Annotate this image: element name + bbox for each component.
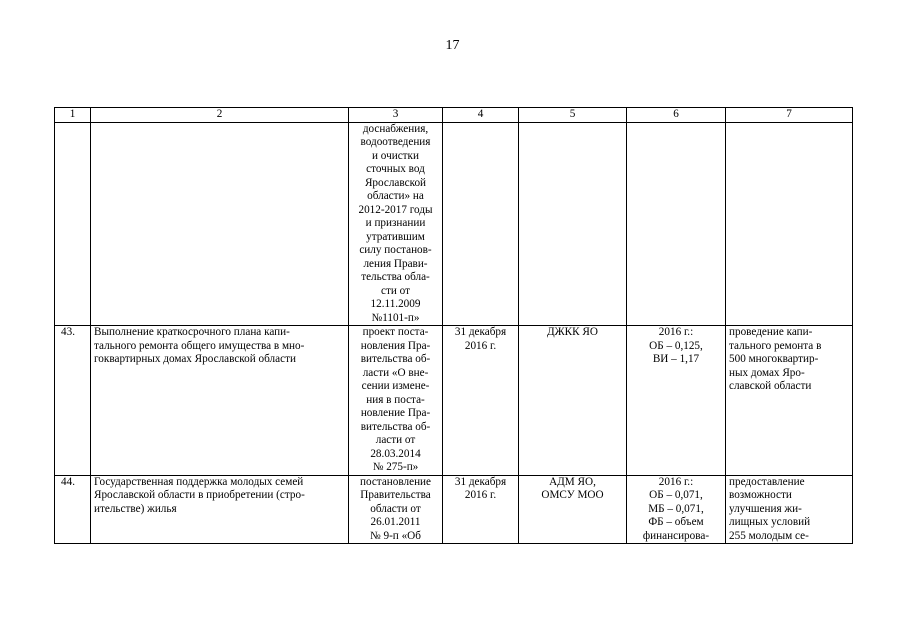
table-row-44	[55, 475, 853, 544]
executor-cell: АДМ ЯО, ОМСУ МОО	[519, 475, 627, 544]
continuation-document-cell: доснабжения, водоотведения и очистки сточных вод Ярославской области» на 2012-2017 годы и признании утратившим силу постанов- ления Прави- тельства обла- сти от 12.11.2009 №1101-п»	[349, 122, 443, 326]
page-number: 17	[445, 38, 460, 53]
finance-cell: 2016 г.: ОБ – 0,071, МБ – 0,071, ФБ – объем финансирова-	[627, 475, 726, 544]
measure-name-cell: Государственная поддержка молодых семей Ярославской области в приобретении (стро- ительстве) жилья	[91, 475, 349, 544]
result-cell: проведение капи- тального ремонта в 500 многоквартир- ных домах Яро- славской области	[726, 326, 853, 476]
document-cell: проект поста- новления Пра- вительства об- ласти «О вне- сении измене- ния в поста- новление Пра- вительства об- ласти от 28.03.2014 № 275-п»	[349, 326, 443, 476]
header-col-1: 1	[55, 108, 91, 123]
header-col-2: 2	[91, 108, 349, 123]
deadline-cell: 31 декабря 2016 г.	[443, 475, 519, 544]
result-cell: предоставление возможности улучшения жи- лищных условий 255 молодым се-	[726, 475, 853, 544]
header-col-4: 4	[443, 108, 519, 123]
row-number-cell: 43.	[55, 326, 91, 476]
header-col-5: 5	[519, 108, 627, 123]
deadline-cell: 31 декабря 2016 г.	[443, 326, 519, 476]
header-col-7: 7	[726, 108, 853, 123]
table-row-continuation	[55, 122, 853, 326]
header-row	[55, 108, 853, 123]
header-col-6: 6	[627, 108, 726, 123]
measures-table	[54, 107, 853, 544]
header-col-3: 3	[349, 108, 443, 123]
executor-cell: ДЖКК ЯО	[519, 326, 627, 476]
measure-name-cell: Выполнение краткосрочного плана капи- тального ремонта общего имущества в мно- гоквартирных домах Ярославской области	[91, 326, 349, 476]
table-row-43	[55, 326, 853, 476]
document-cell: постановление Правительства области от 26.01.2011 № 9-п «Об	[349, 475, 443, 544]
finance-cell: 2016 г.: ОБ – 0,125, ВИ – 1,17	[627, 326, 726, 476]
row-number-cell: 44.	[55, 475, 91, 544]
